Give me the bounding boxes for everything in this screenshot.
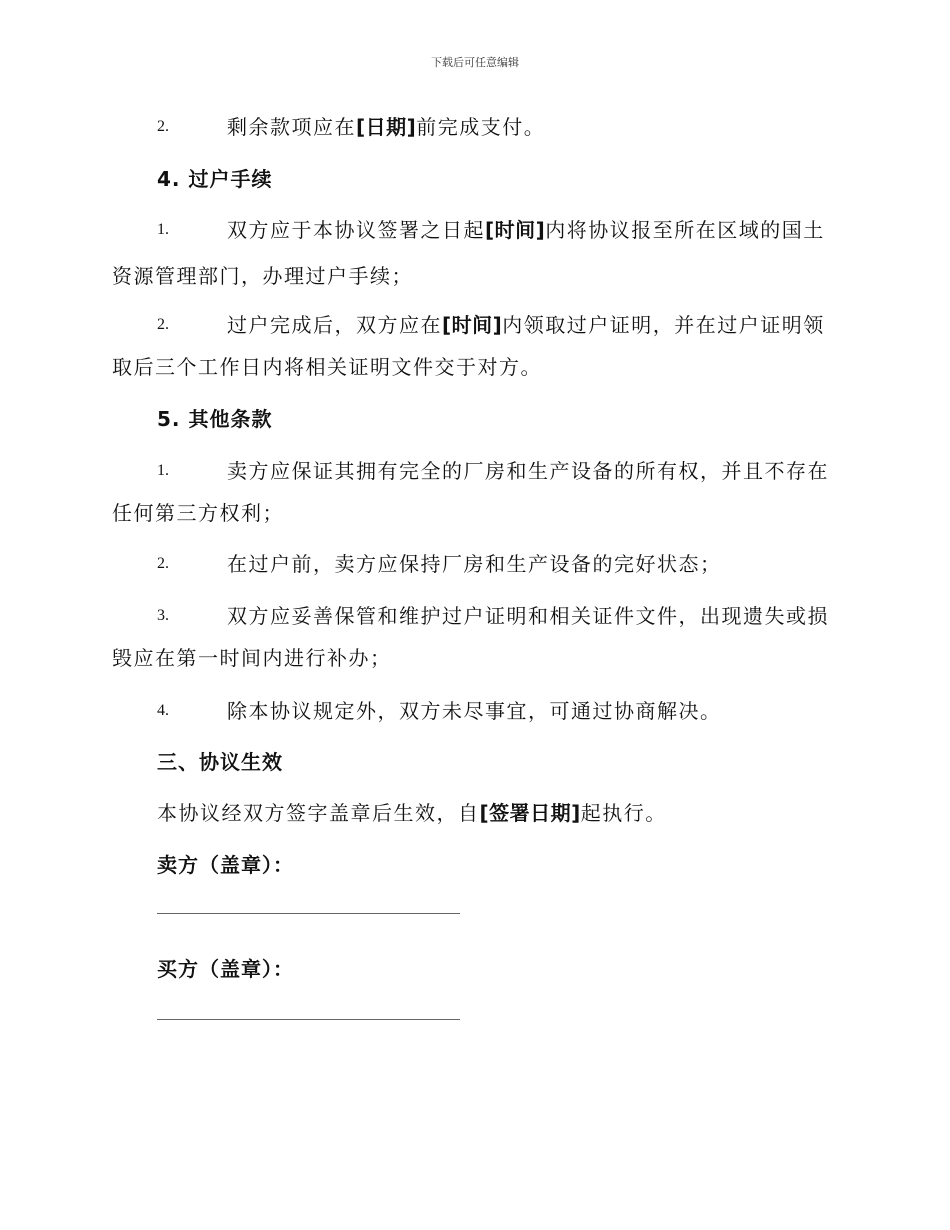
seller-seal-label: 卖方（盖章）： [157, 853, 294, 877]
date-placeholder: [日期] [356, 115, 417, 139]
transfer-item-1-continuation: 资源管理部门，办理过户手续； [112, 264, 413, 288]
buyer-seal-label: 买方（盖章）： [157, 957, 294, 981]
item-text: 双方应妥善保管和维护过户证明和相关证件文件，出现遗失或损 [227, 604, 829, 628]
item-number: 3. [157, 607, 169, 624]
section-title-effectiveness: 三、协议生效 [157, 750, 283, 774]
item-number: 2. [157, 316, 169, 333]
section-title-other-terms: 5. 其他条款 [157, 407, 273, 431]
other-item-1-continuation: 任何第三方权利； [112, 501, 284, 525]
item-text: 除本协议规定外，双方未尽事宜，可通过协商解决。 [227, 699, 722, 723]
item-number: 1. [157, 221, 169, 238]
item-number: 2. [157, 118, 169, 135]
item-text: 过户完成后，双方应在[时间]内领取过户证明，并在过户证明领 [227, 313, 825, 337]
item-text: 卖方应保证其拥有完全的厂房和生产设备的所有权，并且不存在 [227, 459, 829, 483]
section-title-transfer: 4. 过户手续 [157, 167, 273, 191]
time-placeholder: [时间] [485, 218, 546, 242]
sign-date-placeholder: [签署日期] [479, 801, 581, 825]
transfer-item-2-continuation: 取后三个工作日内将相关证明文件交于对方。 [112, 355, 542, 379]
item-number: 2. [157, 555, 169, 572]
item-text: 在过户前，卖方应保持厂房和生产设备的完好状态； [227, 552, 722, 576]
item-text: 剩余款项应在[日期]前完成支付。 [227, 115, 546, 139]
item-number: 4. [157, 702, 169, 719]
page-header: 下载后可任意编辑 [431, 56, 519, 69]
other-item-3-continuation: 毁应在第一时间内进行补办； [112, 646, 392, 670]
time-placeholder: [时间] [442, 313, 503, 337]
item-number: 1. [157, 462, 169, 479]
effectiveness-text: 本协议经双方签字盖章后生效，自[签署日期]起执行。 [157, 801, 667, 825]
buyer-signature-line [157, 1019, 460, 1020]
seller-signature-line [157, 913, 460, 914]
item-text: 双方应于本协议签署之日起[时间]内将协议报至所在区域的国土 [227, 218, 825, 242]
